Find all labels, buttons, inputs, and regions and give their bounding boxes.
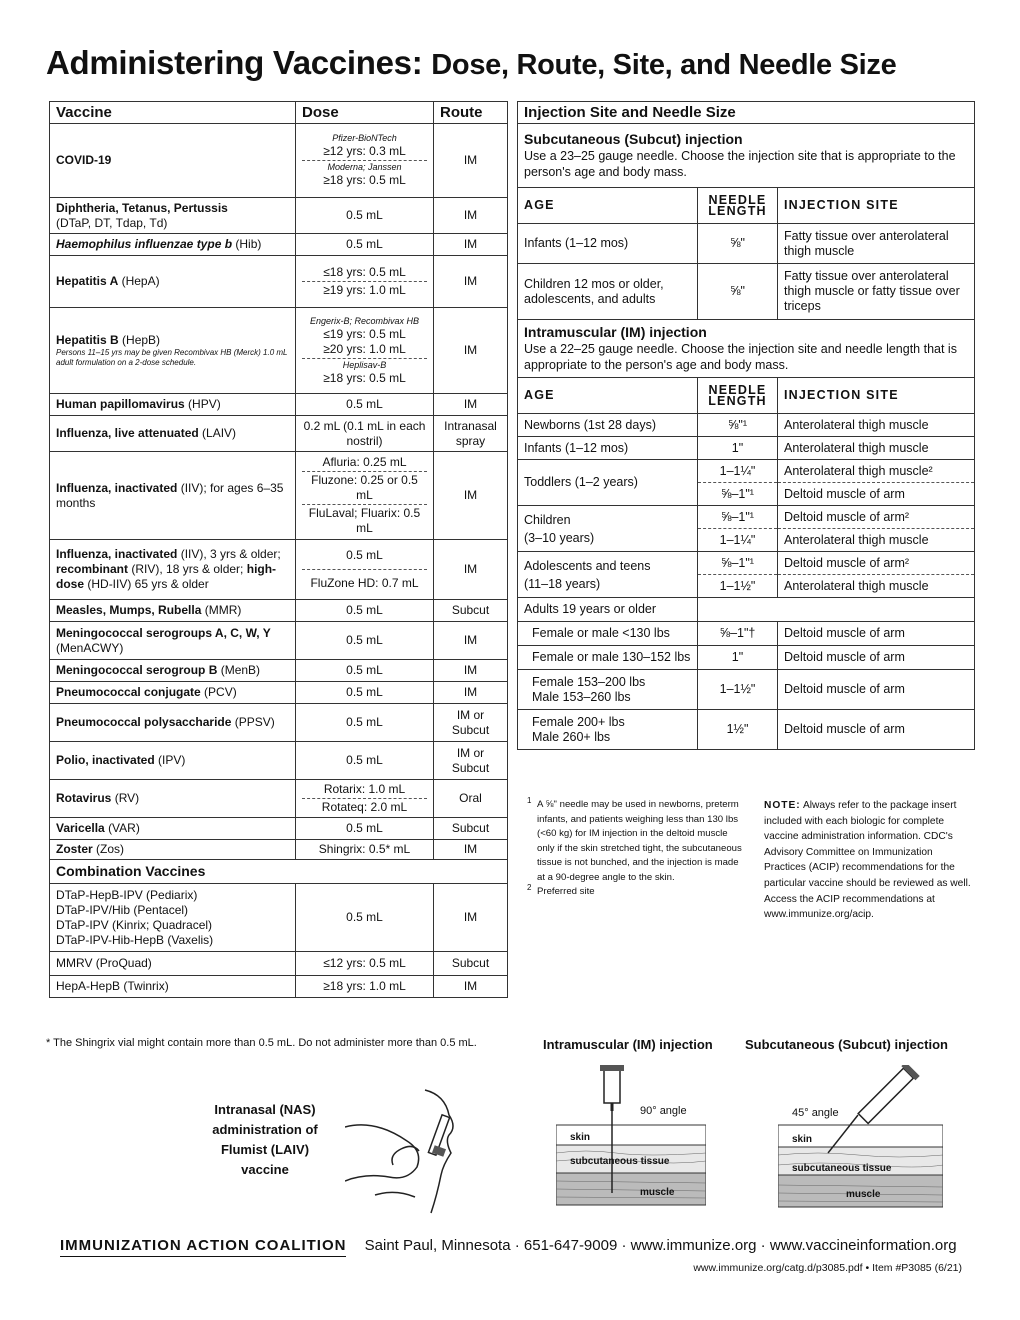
table-row: Rotavirus (RV) Rotarix: 1.0 mL Rotateq: 2.0 mL Oral xyxy=(50,780,508,818)
table-row: Pneumococcal polysaccharide (PPSV) 0.5 mL IM or Subcut xyxy=(50,704,508,742)
table-row: Meningococcal serogroup B (MenB) 0.5 mL IM xyxy=(50,660,508,682)
table-row: Influenza, live attenuated (LAIV) 0.2 mL (0.1 mL in each nostril) Intranasal spray xyxy=(50,416,508,452)
col-dose: Dose xyxy=(296,102,434,124)
table-row: 1–1¼" Anterolateral thigh muscle xyxy=(518,529,975,552)
table-row: DTaP-HepB-IPV (Pediarix) DTaP-IPV/Hib (Pentacel) DTaP-IPV (Kinrix; Quadracel) DTaP-IPV-Hib-HepB (Vaxelis) 0.5 mL IM xyxy=(50,884,508,952)
im-section: Intramuscular (IM) injection Use a 22–25 gauge needle. Choose the injection site and needle length that is appropriate to the person's age and body mass. xyxy=(518,320,975,378)
subcut-diagram: 45° angle skin subcutaneous tissue muscle xyxy=(778,1065,943,1215)
table-row: Adolescents and teens (11–18 years) ⅝–1"¹ Deltoid muscle of arm² xyxy=(518,552,975,575)
item-number: www.immunize.org/catg.d/p3085.pdf • Item #P3085 (6/21) xyxy=(693,1262,962,1274)
table-row: Female or male 130–152 lbs 1" Deltoid muscle of arm xyxy=(518,646,975,670)
table-row: 1–1½" Anterolateral thigh muscle xyxy=(518,575,975,598)
table-row: COVID-19 Pfizer-BioNTech ≥12 yrs: 0.3 mL Moderna; Janssen ≥18 yrs: 0.5 mL IM xyxy=(50,124,508,198)
table-row: Female or male <130 lbs ⅝–1"† Deltoid muscle of arm xyxy=(518,622,975,646)
nas-illustration xyxy=(345,1085,485,1215)
table-row: Newborns (1st 28 days) ⅝"¹ Anterolateral thigh muscle xyxy=(518,414,975,437)
table-row: ⅝–1"¹ Deltoid muscle of arm xyxy=(518,483,975,506)
table-row: HepA-HepB (Twinrix) ≥18 yrs: 1.0 mL IM xyxy=(50,976,508,998)
footnote-1: 1 A ⅝" needle may be used in newborns, preterm infants, and patients weighing less than 130 lbs (<60 kg) for IM injection in the deltoid muscle only if the skin stretched tight, the subcutaneous tissue is not bunched, and the injection is made at a 90-degree angle to the skin. xyxy=(527,796,742,883)
org-contact: Saint Paul, Minnesota · 651-647-9009 · www.immunize.org · www.vaccineinformation.org xyxy=(364,1237,957,1254)
table-row: Varicella (VAR) 0.5 mL Subcut xyxy=(50,818,508,840)
table-row: Children 12 mos or older, adolescents, and adults ⅝" Fatty tissue over anterolateral thigh muscle or fatty tissue over triceps xyxy=(518,264,975,320)
table-row: Meningococcal serogroups A, C, W, Y (MenACWY) 0.5 mL IM xyxy=(50,622,508,660)
table-row: Toddlers (1–2 years) 1–1¼" Anterolateral thigh muscle² xyxy=(518,460,975,483)
col-vaccine: Vaccine xyxy=(50,102,296,124)
subcut-caption: Subcutaneous (Subcut) injection xyxy=(745,1037,948,1052)
org-name: IMMUNIZATION ACTION COALITION xyxy=(60,1237,346,1257)
injection-header: Injection Site and Needle Size xyxy=(518,102,975,124)
table-row: Adults 19 years or older xyxy=(518,598,975,622)
table-row: Pneumococcal conjugate (PCV) 0.5 mL IM xyxy=(50,682,508,704)
im-diagram: 90° angle skin subcutaneous tissue muscle xyxy=(556,1065,706,1215)
table-row: Haemophilus influenzae type b (Hib) 0.5 mL IM xyxy=(50,234,508,256)
table-row: Children (3–10 years) ⅝–1"¹ Deltoid muscle of arm² xyxy=(518,506,975,529)
shingrix-note: * The Shingrix vial might contain more than 0.5 mL. Do not administer more than 0.5 mL. xyxy=(46,1037,477,1049)
footer xyxy=(60,1237,960,1254)
table-row: Zoster (Zos) Shingrix: 0.5* mL IM xyxy=(50,840,508,860)
table-row: Influenza, inactivated (IIV); for ages 6–35 months Afluria: 0.25 mL Fluzone: 0.25 or 0.5 mL FluLaval; Fluarix: 0.5 mL IM xyxy=(50,452,508,540)
nas-caption: Intranasal (NAS) administration of Flumist (LAIV) vaccine xyxy=(212,1102,318,1177)
table-row: Influenza, inactivated (IIV), 3 yrs & older; recombinant (RIV), 18 yrs & older; high-dose (HD-IIV) 65 yrs & older 0.5 mL FluZone HD: 0.7 mL IM xyxy=(50,540,508,600)
table-row: Infants (1–12 mos) ⅝" Fatty tissue over anterolateral thigh muscle xyxy=(518,224,975,264)
im-caption: Intramuscular (IM) injection xyxy=(543,1037,713,1052)
subcut-col-headers: AGE NEEDLE LENGTH INJECTION SITE xyxy=(518,188,975,224)
table-row: Hepatitis A (HepA) ≤18 yrs: 0.5 mL ≥19 yrs: 1.0 mL IM xyxy=(50,256,508,308)
page-title: Administering Vaccines: Dose, Route, Site, and Needle Size xyxy=(46,44,897,81)
note: NOTE: Always refer to the package insert included with each biologic for complete vaccine administration information. CDC's Advisory Committee on Immunization Practices (ACIP) recommendations for the particular vaccine should be reviewed as well. Access the ACIP recommendations at www.immunize.org/acip. xyxy=(764,800,971,921)
table-row: Hepatitis B (HepB) Persons 11–15 yrs may be given Recombivax HB (Merck) 1.0 mL adult formulation on a 2-dose schedule. Engerix-B; Recombivax HB ≤19 yrs: 0.5 mL ≥20 yrs: 1.0 mL Heplisav-B ≥18 yrs: 0.5 mL IM xyxy=(50,308,508,394)
subcut-section: Subcutaneous (Subcut) injection Use a 23–25 gauge needle. Choose the injection site that is appropriate to the person's age and body mass. xyxy=(518,124,975,188)
table-row: Polio, inactivated (IPV) 0.5 mL IM or Subcut xyxy=(50,742,508,780)
table-row: Measles, Mumps, Rubella (MMR) 0.5 mL Subcut xyxy=(50,600,508,622)
table-row: MMRV (ProQuad) ≤12 yrs: 0.5 mL Subcut xyxy=(50,952,508,976)
table-row: Infants (1–12 mos) 1" Anterolateral thigh muscle xyxy=(518,437,975,460)
table-row: Female 153–200 lbs Male 153–260 lbs 1–1½" Deltoid muscle of arm xyxy=(518,670,975,710)
injection-site-table xyxy=(517,101,975,750)
col-route: Route xyxy=(434,102,508,124)
vaccine-table xyxy=(49,101,508,998)
combo-header-row: Combination Vaccines xyxy=(50,860,508,884)
table-row: Female 200+ lbs Male 260+ lbs 1½" Deltoid muscle of arm xyxy=(518,710,975,750)
table-row: Diphtheria, Tetanus, Pertussis (DTaP, DT, Tdap, Td) 0.5 mL IM xyxy=(50,198,508,234)
table-row: Human papillomavirus (HPV) 0.5 mL IM xyxy=(50,394,508,416)
im-col-headers: AGE NEEDLE LENGTH INJECTION SITE xyxy=(518,378,975,414)
footnote-2: 2 Preferred site xyxy=(527,883,595,897)
footnotes xyxy=(527,798,747,900)
